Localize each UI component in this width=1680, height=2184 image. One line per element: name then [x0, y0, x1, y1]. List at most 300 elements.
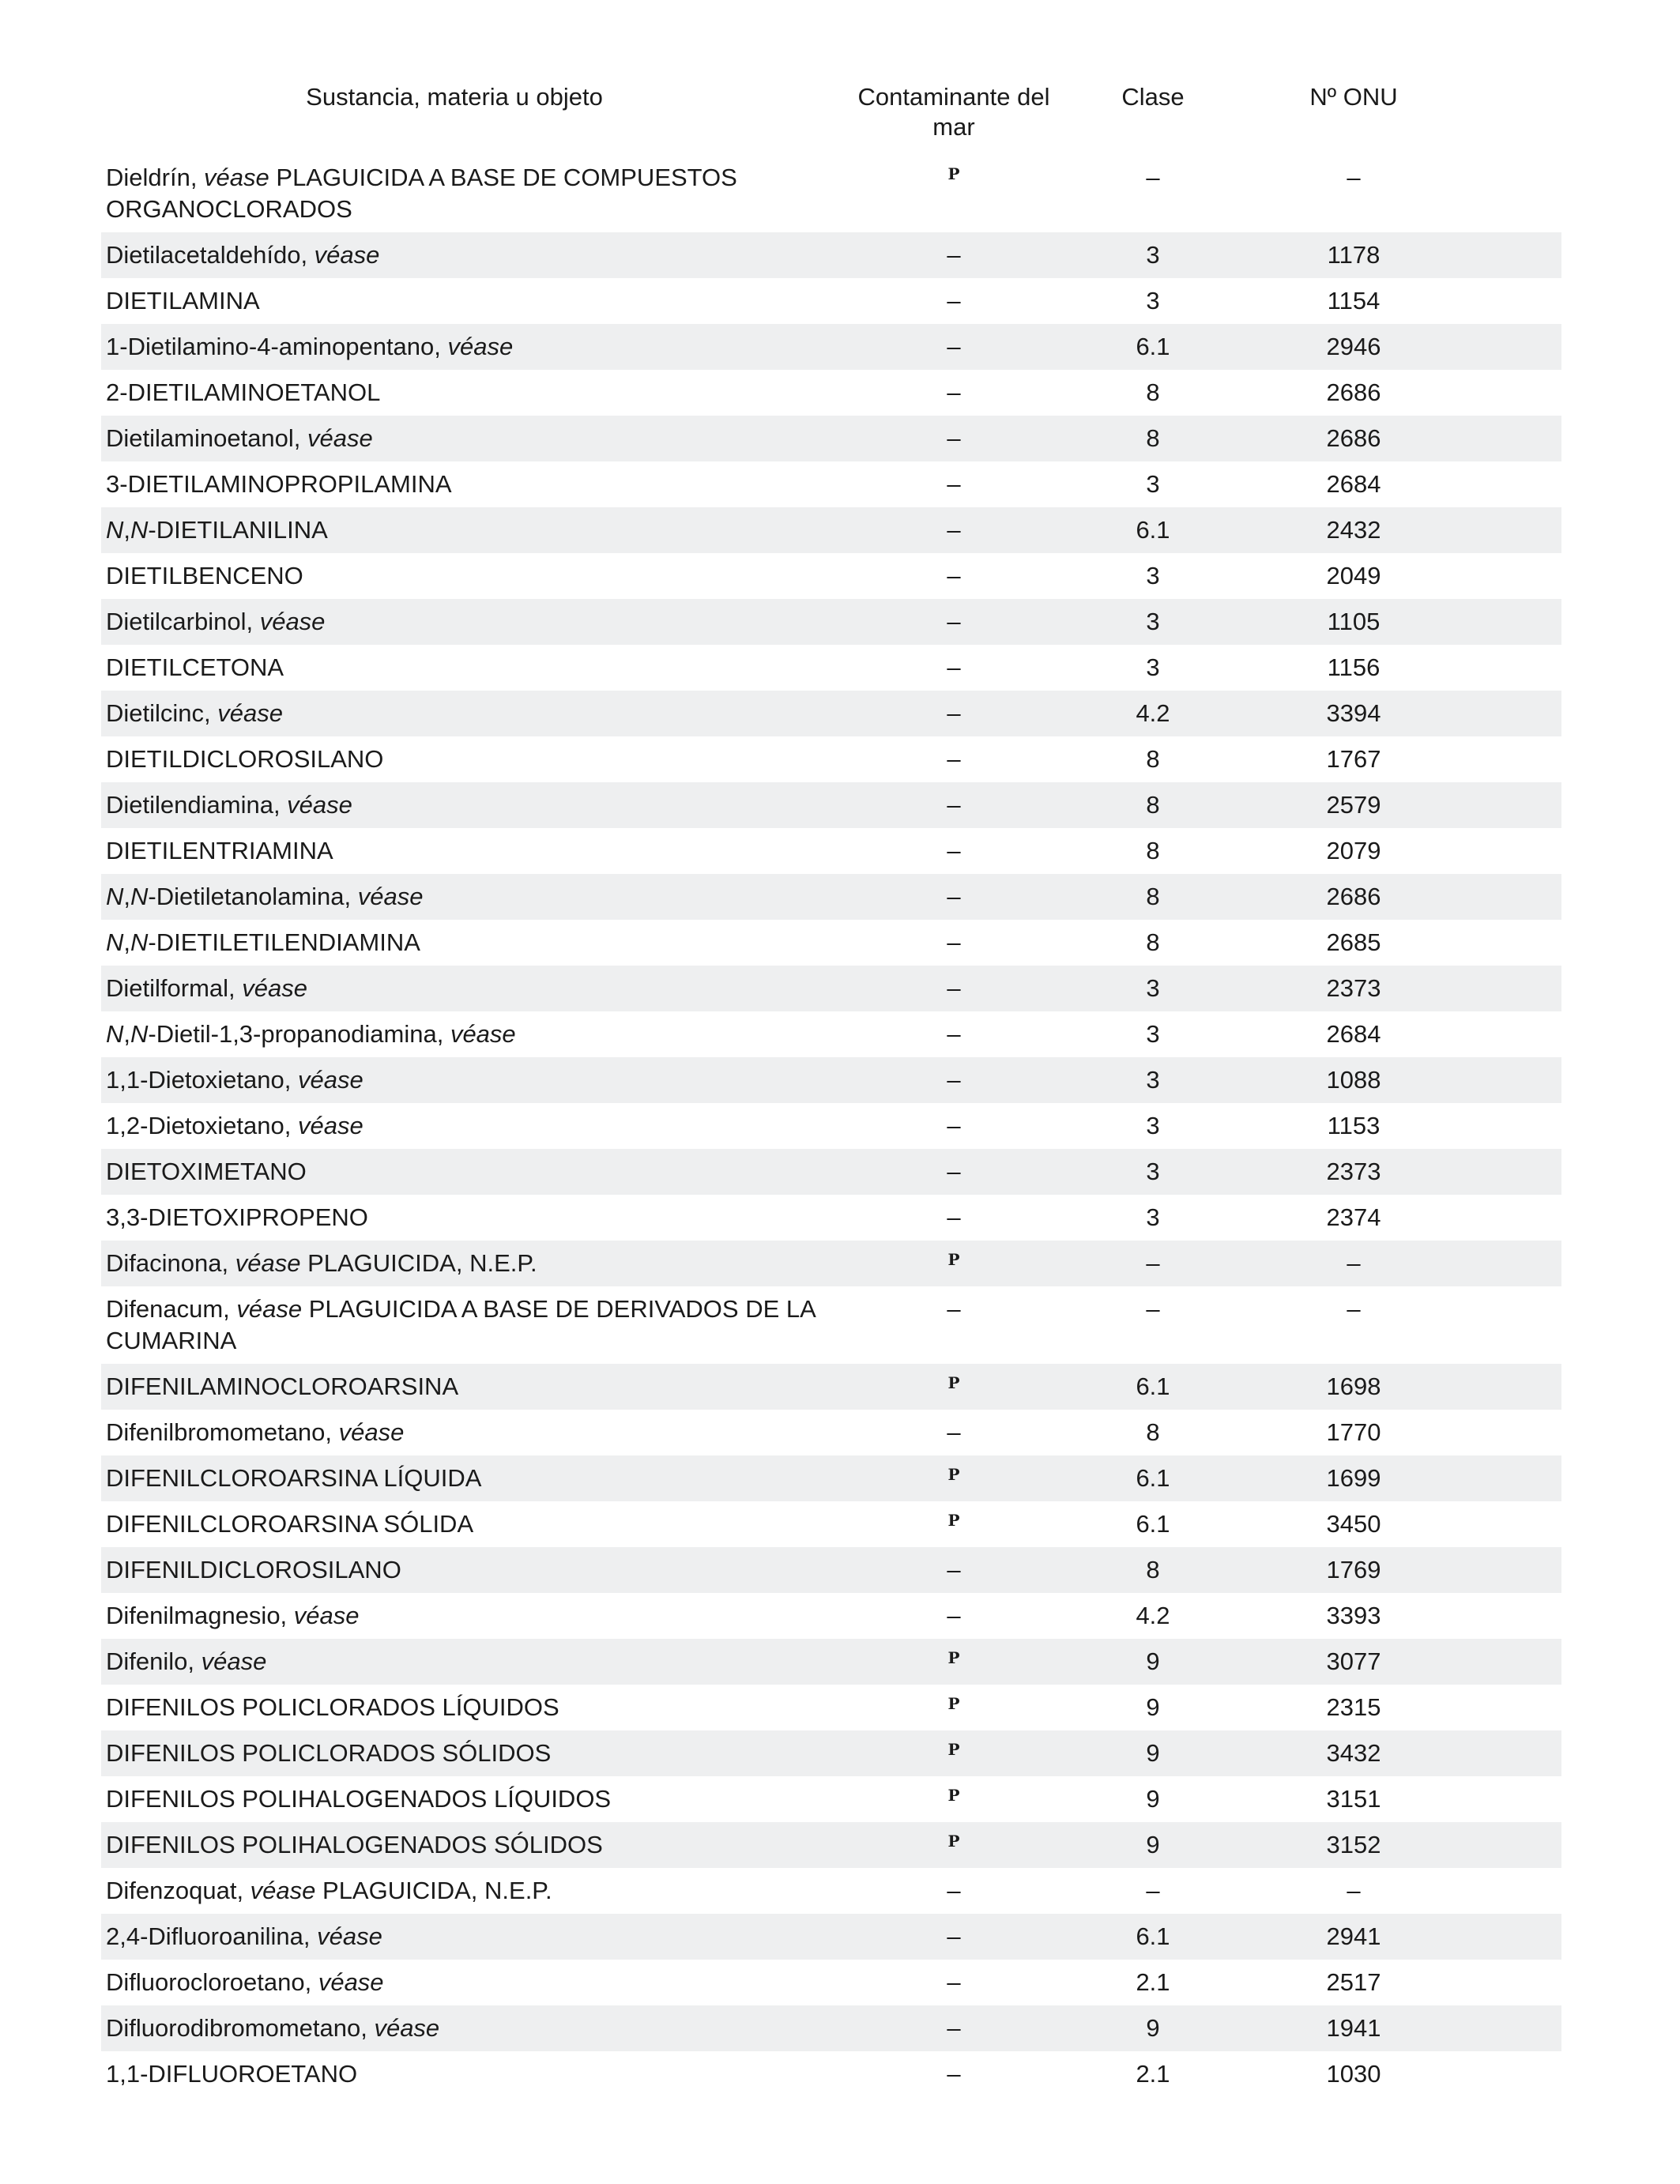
table-row: [101, 278, 1561, 324]
substance-text: DIFENILOS POLICLORADOS LÍQUIDOS: [106, 1693, 559, 1721]
table-row: [101, 324, 1561, 370]
table-row: [101, 1685, 1561, 1730]
table-row: [101, 1914, 1561, 1960]
table-row: [101, 1455, 1561, 1501]
substance-text: Dietilcarbinol,: [106, 608, 260, 635]
cell-un-number: 2079: [1326, 837, 1381, 864]
substance-text: 3,3-DIETOXIPROPENO: [106, 1203, 368, 1231]
table-row: [101, 1286, 1561, 1364]
cell-marine-pollutant: [855, 232, 1053, 271]
cell-substance: [101, 920, 855, 958]
substance-text: DIETILDICLOROSILANO: [106, 745, 384, 773]
cell-un-number: 2579: [1326, 791, 1381, 819]
substance-text: DIETILENTRIAMINA: [106, 837, 333, 864]
cell-marine-pollutant: [855, 278, 1053, 317]
substance-italic-text: N: [130, 883, 149, 910]
header-marine-pollutant: Contaminante del mar: [857, 83, 1050, 141]
cell-un-number: –: [1347, 1249, 1361, 1277]
cell-un-number: 2684: [1326, 1020, 1381, 1048]
cell-un-number: 2315: [1326, 1693, 1381, 1721]
substance-text: Difenilbromometano,: [106, 1418, 339, 1446]
marine-pollutant-value: –: [947, 608, 961, 635]
cell-marine-pollutant: [855, 736, 1053, 775]
table-row: [101, 1868, 1561, 1914]
cell-class: 3: [1146, 470, 1160, 498]
marine-pollutant-value: –: [947, 1020, 961, 1048]
cell-un-number: –: [1347, 1295, 1361, 1323]
substance-italic-text: véase: [287, 791, 352, 819]
marine-pollutant-value: –: [947, 653, 961, 681]
cell-class: 6.1: [1136, 516, 1170, 544]
cell-un-number: 1153: [1327, 1112, 1381, 1139]
cell-un-number: 1769: [1326, 1556, 1381, 1583]
table-row: [101, 599, 1561, 645]
cell-substance: [101, 1241, 855, 1279]
cell-class: 8: [1146, 1556, 1160, 1583]
cell-marine-pollutant: [855, 1364, 1053, 1405]
substance-text: PLAGUICIDA A BASE DE DERIVADOS DE LA CUMARINA: [106, 1295, 816, 1354]
cell-un-number: 2941: [1326, 1922, 1381, 1950]
cell-substance: [101, 1011, 855, 1050]
cell-substance: [101, 782, 855, 821]
marine-pollutant-mark: P: [947, 1832, 960, 1851]
table-row: [101, 645, 1561, 691]
marine-pollutant-value: –: [947, 1556, 961, 1583]
table-row: [101, 1960, 1561, 2005]
table-row: [101, 370, 1561, 416]
cell-un-number: 1156: [1327, 653, 1381, 681]
dangerous-goods-table: [101, 82, 1561, 2097]
marine-pollutant-value: –: [947, 699, 961, 727]
substance-italic-text: N: [130, 928, 149, 956]
cell-substance: [101, 1914, 855, 1952]
cell-un-number: 3393: [1326, 1602, 1381, 1629]
cell-marine-pollutant: [855, 2051, 1053, 2090]
cell-class: 6.1: [1136, 333, 1170, 360]
marine-pollutant-mark: P: [947, 1465, 960, 1484]
marine-pollutant-mark: P: [947, 1740, 960, 1759]
marine-pollutant-value: –: [947, 1418, 961, 1446]
substance-text: 2-DIETILAMINOETANOL: [106, 378, 381, 406]
cell-class: 3: [1146, 608, 1160, 635]
cell-un-number: 3152: [1326, 1831, 1381, 1858]
cell-marine-pollutant: [855, 966, 1053, 1004]
cell-substance: [101, 1685, 855, 1723]
table-row: [101, 1639, 1561, 1685]
substance-text: ,: [123, 1020, 131, 1048]
marine-pollutant-value: –: [947, 424, 961, 452]
cell-substance: [101, 1960, 855, 1998]
cell-class: 6.1: [1136, 1464, 1170, 1492]
cell-substance: [101, 966, 855, 1004]
table-row: [101, 1822, 1561, 1868]
substance-text: DIFENILOS POLIHALOGENADOS LÍQUIDOS: [106, 1785, 612, 1813]
substance-text: ,: [123, 516, 131, 544]
cell-class: 6.1: [1136, 1373, 1170, 1400]
substance-text: 1,2-Dietoxietano,: [106, 1112, 298, 1139]
cell-class: 3: [1146, 1020, 1160, 1048]
marine-pollutant-mark: P: [947, 1786, 960, 1805]
table-row: [101, 1057, 1561, 1103]
substance-text: Difenacum,: [106, 1295, 237, 1323]
substance-italic-text: N: [106, 928, 124, 956]
cell-substance: [101, 736, 855, 775]
cell-class: 3: [1146, 562, 1160, 589]
cell-class: 8: [1146, 883, 1160, 910]
cell-substance: [101, 1455, 855, 1494]
cell-marine-pollutant: [855, 1057, 1053, 1096]
substance-text: Dietilformal,: [106, 974, 243, 1002]
cell-class: 3: [1146, 241, 1160, 269]
cell-class: 3: [1146, 974, 1160, 1002]
substance-text: 3-DIETILAMINOPROPILAMINA: [106, 470, 452, 498]
cell-marine-pollutant: [855, 1501, 1053, 1542]
table-row: [101, 920, 1561, 966]
substance-italic-text: véase: [338, 1418, 405, 1446]
cell-un-number: 1770: [1326, 1418, 1381, 1446]
table-row: [101, 1547, 1561, 1593]
cell-class: –: [1146, 1295, 1160, 1323]
substance-italic-text: véase: [450, 1020, 516, 1048]
cell-un-number: –: [1347, 164, 1361, 191]
cell-un-number: 1178: [1327, 241, 1381, 269]
cell-class: 4.2: [1136, 699, 1170, 727]
cell-marine-pollutant: [855, 1011, 1053, 1050]
marine-pollutant-value: –: [947, 1158, 961, 1185]
cell-substance: [101, 1195, 855, 1233]
substance-text: -Dietil-1,3-propanodiamina,: [148, 1020, 450, 1048]
substance-text: Difluorodibromometano,: [106, 2014, 375, 2042]
cell-substance: [101, 1730, 855, 1769]
table-row: [101, 966, 1561, 1011]
cell-un-number: 1698: [1326, 1373, 1381, 1400]
cell-substance: [101, 1286, 855, 1357]
marine-pollutant-value: –: [947, 378, 961, 406]
cell-marine-pollutant: [855, 507, 1053, 546]
table-row: [101, 1501, 1561, 1547]
table-row: [101, 828, 1561, 874]
marine-pollutant-mark: P: [947, 1250, 960, 1269]
substance-text: PLAGUICIDA, N.E.P.: [315, 1877, 552, 1904]
cell-substance: [101, 828, 855, 867]
table-row: [101, 553, 1561, 599]
cell-un-number: 1767: [1326, 745, 1381, 773]
marine-pollutant-value: –: [947, 791, 961, 819]
substance-italic-text: N: [130, 516, 149, 544]
cell-class: 9: [1146, 1831, 1160, 1858]
cell-un-number: 1088: [1326, 1066, 1381, 1094]
substance-italic-text: véase: [318, 1968, 384, 1996]
substance-italic-text: véase: [250, 1877, 316, 1904]
cell-un-number: 2049: [1326, 562, 1381, 589]
table-row: [101, 1149, 1561, 1195]
cell-marine-pollutant: [855, 1455, 1053, 1497]
cell-substance: [101, 1547, 855, 1586]
cell-marine-pollutant: [855, 1547, 1053, 1586]
substance-italic-text: véase: [235, 1249, 301, 1277]
cell-substance: [101, 874, 855, 913]
cell-substance: [101, 599, 855, 638]
cell-substance: [101, 324, 855, 363]
cell-substance: [101, 1639, 855, 1678]
table-row: [101, 2051, 1561, 2097]
cell-marine-pollutant: [855, 1103, 1053, 1142]
cell-class: 6.1: [1136, 1922, 1170, 1950]
cell-substance: [101, 1057, 855, 1096]
table-row: [101, 874, 1561, 920]
table-row: [101, 691, 1561, 736]
marine-pollutant-value: –: [947, 745, 961, 773]
cell-class: 3: [1146, 653, 1160, 681]
substance-italic-text: véase: [374, 2014, 440, 2042]
cell-class: 8: [1146, 745, 1160, 773]
marine-pollutant-value: –: [947, 470, 961, 498]
marine-pollutant-mark: P: [947, 1373, 960, 1392]
cell-un-number: 1941: [1326, 2014, 1381, 2042]
cell-marine-pollutant: [855, 691, 1053, 729]
cell-un-number: 3077: [1326, 1647, 1381, 1675]
cell-marine-pollutant: [855, 1149, 1053, 1188]
substance-italic-text: N: [106, 883, 124, 910]
substance-text: DIFENILCLOROARSINA LÍQUIDA: [106, 1464, 482, 1492]
substance-text: ,: [123, 928, 131, 956]
cell-class: 8: [1146, 837, 1160, 864]
cell-substance: [101, 1410, 855, 1448]
table-row: [101, 1410, 1561, 1455]
cell-marine-pollutant: [855, 553, 1053, 592]
header-un-number: Nº ONU: [1309, 83, 1398, 111]
marine-pollutant-value: –: [947, 1203, 961, 1231]
marine-pollutant-mark: P: [947, 1694, 960, 1713]
cell-substance: [101, 232, 855, 271]
marine-pollutant-value: –: [947, 1295, 961, 1323]
cell-class: 6.1: [1136, 1510, 1170, 1538]
substance-text: Difenilo,: [106, 1647, 202, 1675]
substance-text: PLAGUICIDA A BASE DE COMPUESTOS ORGANOCLORADOS: [106, 164, 737, 223]
table-row: [101, 1730, 1561, 1776]
marine-pollutant-value: –: [947, 516, 961, 544]
table-row: [101, 1195, 1561, 1241]
cell-substance: [101, 645, 855, 683]
cell-class: –: [1146, 164, 1160, 191]
cell-class: 8: [1146, 928, 1160, 956]
marine-pollutant-value: –: [947, 1112, 961, 1139]
cell-substance: [101, 1103, 855, 1142]
cell-substance: [101, 1776, 855, 1815]
cell-substance: [101, 2005, 855, 2044]
cell-un-number: 1699: [1326, 1464, 1381, 1492]
cell-class: 8: [1146, 1418, 1160, 1446]
marine-pollutant-value: –: [947, 562, 961, 589]
cell-substance: [101, 691, 855, 729]
marine-pollutant-value: –: [947, 1877, 961, 1904]
marine-pollutant-value: –: [947, 974, 961, 1002]
cell-substance: [101, 278, 855, 317]
substance-text: DIFENILOS POLICLORADOS SÓLIDOS: [106, 1739, 552, 1767]
table-body: [101, 155, 1561, 2097]
cell-substance: [101, 507, 855, 546]
substance-text: Difenilmagnesio,: [106, 1602, 294, 1629]
cell-marine-pollutant: [855, 1776, 1053, 1817]
cell-marine-pollutant: [855, 1822, 1053, 1863]
table-row: [101, 2005, 1561, 2051]
cell-marine-pollutant: [855, 461, 1053, 500]
cell-marine-pollutant: [855, 782, 1053, 821]
table-row: [101, 782, 1561, 828]
cell-marine-pollutant: [855, 370, 1053, 409]
cell-class: 9: [1146, 1785, 1160, 1813]
cell-un-number: 3394: [1326, 699, 1381, 727]
cell-class: 3: [1146, 287, 1160, 314]
cell-substance: [101, 370, 855, 409]
cell-class: 2.1: [1136, 1968, 1170, 1996]
substance-text: Dietilaminoetanol,: [106, 424, 308, 452]
cell-class: 3: [1146, 1112, 1160, 1139]
table-row: [101, 507, 1561, 553]
cell-un-number: 2684: [1326, 470, 1381, 498]
cell-marine-pollutant: [855, 874, 1053, 913]
substance-text: Dietilendiamina,: [106, 791, 288, 819]
cell-marine-pollutant: [855, 1730, 1053, 1772]
cell-un-number: 2373: [1326, 974, 1381, 1002]
substance-italic-text: véase: [297, 1112, 363, 1139]
substance-italic-text: N: [106, 1020, 124, 1048]
marine-pollutant-mark: P: [947, 1511, 960, 1530]
cell-marine-pollutant: [855, 1241, 1053, 1282]
cell-marine-pollutant: [855, 1639, 1053, 1680]
substance-italic-text: N: [106, 516, 124, 544]
marine-pollutant-value: –: [947, 837, 961, 864]
substance-text: -DIETILANILINA: [148, 516, 328, 544]
cell-un-number: 2946: [1326, 333, 1381, 360]
table-row: [101, 232, 1561, 278]
header-class: Clase: [1121, 83, 1185, 111]
table-row: [101, 1593, 1561, 1639]
table-row: [101, 1241, 1561, 1286]
substance-text: DIETILBENCENO: [106, 562, 303, 589]
cell-class: 4.2: [1136, 1602, 1170, 1629]
substance-text: DIETOXIMETANO: [106, 1158, 307, 1185]
cell-un-number: 2517: [1326, 1968, 1381, 1996]
marine-pollutant-value: –: [947, 1602, 961, 1629]
cell-class: –: [1146, 1249, 1160, 1277]
marine-pollutant-value: –: [947, 1922, 961, 1950]
substance-italic-text: véase: [217, 699, 283, 727]
cell-marine-pollutant: [855, 1685, 1053, 1726]
table-row: [101, 1364, 1561, 1410]
cell-substance: [101, 416, 855, 454]
substance-italic-text: véase: [236, 1295, 303, 1323]
marine-pollutant-value: –: [947, 241, 961, 269]
table-row: [101, 1011, 1561, 1057]
marine-pollutant-value: –: [947, 2060, 961, 2088]
substance-italic-text: véase: [293, 1602, 360, 1629]
cell-un-number: 3151: [1326, 1785, 1381, 1813]
cell-class: 2.1: [1136, 2060, 1170, 2088]
substance-text: DIFENILOS POLIHALOGENADOS SÓLIDOS: [106, 1831, 603, 1858]
cell-un-number: 2374: [1326, 1203, 1381, 1231]
cell-marine-pollutant: [855, 645, 1053, 683]
table-row: [101, 736, 1561, 782]
cell-un-number: –: [1347, 1877, 1361, 1904]
table-row: [101, 416, 1561, 461]
cell-marine-pollutant: [855, 324, 1053, 363]
marine-pollutant-value: –: [947, 333, 961, 360]
marine-pollutant-mark: P: [947, 1648, 960, 1667]
cell-un-number: 2432: [1326, 516, 1381, 544]
cell-un-number: 3450: [1326, 1510, 1381, 1538]
substance-text: ,: [123, 883, 131, 910]
cell-un-number: 2686: [1326, 883, 1381, 910]
table-header: [101, 82, 1561, 155]
cell-class: 3: [1146, 1066, 1160, 1094]
marine-pollutant-value: –: [947, 1066, 961, 1094]
substance-text: PLAGUICIDA, N.E.P.: [300, 1249, 537, 1277]
cell-un-number: 2686: [1326, 378, 1381, 406]
substance-text: 1-Dietilamino-4-aminopentano,: [106, 333, 448, 360]
substance-text: 1,1-DIFLUOROETANO: [106, 2060, 358, 2088]
substance-text: Difluorocloroetano,: [106, 1968, 318, 1996]
cell-un-number: 2686: [1326, 424, 1381, 452]
substance-text: Difacinona,: [106, 1249, 235, 1277]
marine-pollutant-value: –: [947, 928, 961, 956]
cell-substance: [101, 1501, 855, 1540]
marine-pollutant-mark: P: [947, 164, 960, 183]
cell-un-number: 1030: [1326, 2060, 1381, 2088]
cell-marine-pollutant: [855, 1868, 1053, 1907]
substance-text: 1,1-Dietoxietano,: [106, 1066, 298, 1094]
substance-italic-text: véase: [201, 1647, 267, 1675]
cell-marine-pollutant: [855, 599, 1053, 638]
cell-substance: [101, 553, 855, 592]
cell-class: 3: [1146, 1158, 1160, 1185]
substance-text: Dietilcinc,: [106, 699, 218, 727]
cell-marine-pollutant: [855, 1195, 1053, 1233]
table-row: [101, 1103, 1561, 1149]
cell-class: 8: [1146, 791, 1160, 819]
substance-italic-text: véase: [242, 974, 307, 1002]
header-substance: Sustancia, materia u objeto: [306, 83, 603, 111]
cell-class: 8: [1146, 424, 1160, 452]
cell-substance: [101, 1149, 855, 1188]
marine-pollutant-value: –: [947, 2014, 961, 2042]
cell-un-number: 3432: [1326, 1739, 1381, 1767]
cell-class: 9: [1146, 1693, 1160, 1721]
cell-substance: [101, 2051, 855, 2090]
marine-pollutant-value: –: [947, 1968, 961, 1996]
cell-marine-pollutant: [855, 1914, 1053, 1952]
substance-text: -Dietiletanolamina,: [148, 883, 358, 910]
substance-italic-text: N: [130, 1020, 149, 1048]
substance-italic-text: véase: [307, 424, 373, 452]
cell-marine-pollutant: [855, 828, 1053, 867]
cell-marine-pollutant: [855, 1286, 1053, 1325]
substance-text: 2,4-Difluoroanilina,: [106, 1922, 318, 1950]
cell-marine-pollutant: [855, 155, 1053, 196]
substance-text: DIFENILDICLOROSILANO: [106, 1556, 401, 1583]
marine-pollutant-value: –: [947, 883, 961, 910]
substance-text: -DIETILETILENDIAMINA: [148, 928, 420, 956]
cell-class: 9: [1146, 2014, 1160, 2042]
substance-italic-text: véase: [259, 608, 326, 635]
cell-substance: [101, 1868, 855, 1907]
cell-class: –: [1146, 1877, 1160, 1904]
cell-marine-pollutant: [855, 2005, 1053, 2044]
substance-italic-text: véase: [204, 164, 269, 191]
substance-text: DIFENILCLOROARSINA SÓLIDA: [106, 1510, 474, 1538]
cell-class: 9: [1146, 1647, 1160, 1675]
cell-un-number: 2685: [1326, 928, 1381, 956]
